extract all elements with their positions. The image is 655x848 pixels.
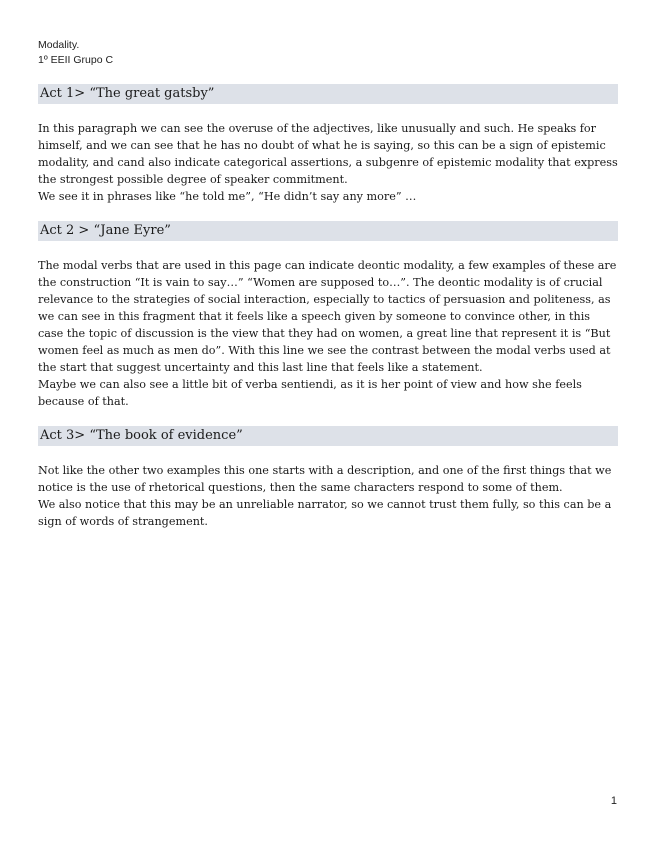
document-title: Modality. [38, 39, 80, 51]
section-heading-act-3: Act 3> “The book of evidence” [38, 426, 618, 446]
section-body-act-2 [38, 257, 618, 410]
section-body-act-3 [38, 462, 618, 530]
paragraph: Not like the other two examples this one starts with a description, and one of the first things that we notice is the use of rhetorical questions, then the same characters respond to some of them. [38, 464, 612, 494]
document-page [38, 38, 618, 530]
page-number: 1 [610, 795, 617, 807]
section-body-act-1 [38, 120, 618, 205]
document-group: 1º EEII Grupo C [38, 54, 114, 66]
section-act-1 [38, 84, 618, 205]
section-heading-act-2: Act 2 > “Jane Eyre” [38, 221, 618, 241]
section-heading-act-1: Act 1> “The great gatsby” [38, 84, 618, 104]
paragraph: We also notice that this may be an unreliable narrator, so we cannot trust them fully, so this can be a sign of words of strangement. [38, 498, 612, 528]
paragraph: In this paragraph we can see the overuse of the adjectives, like unusually and such. He speaks for himself, and we can see that he has no doubt of what he is saying, so this can be a sign of epistemic modality, and cand also indicate categorical assertions, a subgenre of epistemic modality that express the strongest possible degree of speaker commitment. [38, 122, 618, 186]
section-act-3 [38, 426, 618, 530]
paragraph: The modal verbs that are used in this page can indicate deontic modality, a few examples of these are the construction “It is vain to say…” “Women are supposed to…”. The deontic modality is of crucial relevance to the strategies of social interaction, especially to tactics of persuasion and politeness, as we can see in this fragment that it feels like a speech given by someone to convince other, in this case the topic of discussion is the view that they had on women, a great line that represent it is “But women feel as much as men do”. With this line we see the contrast between the modal verbs used at the start that suggest uncertainty and this last line that feels like a statement. [38, 259, 617, 374]
section-act-2 [38, 221, 618, 410]
paragraph: Maybe we can also see a little bit of verba sentiendi, as it is her point of view and how she feels because of that. [38, 378, 582, 408]
paragraph: We see it in phrases like “he told me”, “He didn’t say any more” … [38, 190, 417, 203]
